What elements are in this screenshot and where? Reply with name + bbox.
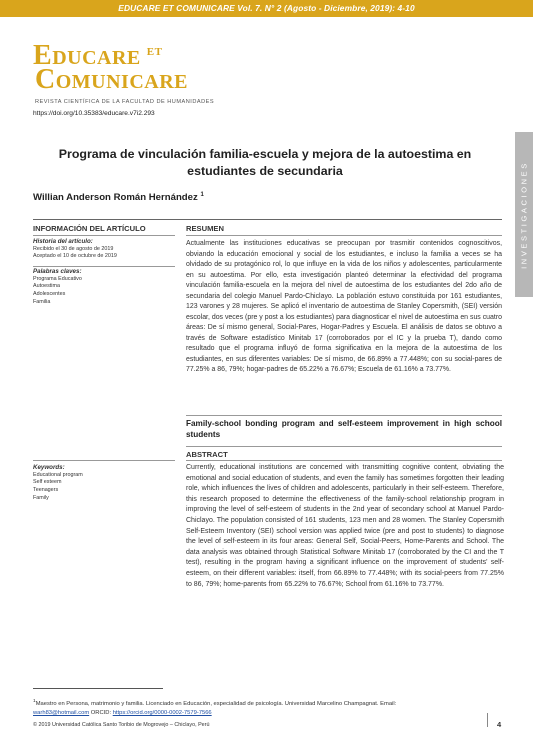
author-footnote-mark[interactable]: 1 xyxy=(200,192,204,198)
author-name: Willian Anderson Román Hernández $^1$ xyxy=(33,192,204,204)
keyword-item: Adolescentes xyxy=(33,291,66,298)
resumen-heading-rule xyxy=(186,235,502,236)
header-top-rule xyxy=(33,219,502,220)
keyword-item: Educational program xyxy=(33,471,83,478)
history-label: Historia del artículo: xyxy=(33,238,93,245)
section-side-tab xyxy=(515,132,533,297)
journal-line: EDUCARE ET COMUNICARE Vol. 7. N° 2 (Agosto - Diciembre, 2019): 4-10 xyxy=(118,3,415,13)
journal-header-bar xyxy=(0,0,533,17)
keywords-es-label: Palabras claves: xyxy=(33,268,82,275)
keyword-item: Autoestima xyxy=(33,283,60,290)
section-label: INVESTIGACIONES xyxy=(519,160,529,269)
logo-line-2: COMUNICARE xyxy=(35,64,189,95)
footnote-text: Maestro en Persona, matrimonio y familia. Licenciado en Educación, especialidad de psicología. Universidad Marcelino Champagnat. Email: xyxy=(35,700,397,707)
history-rule xyxy=(33,266,175,267)
journal-logo xyxy=(33,40,253,108)
orcid-label: ORCID: xyxy=(90,710,112,717)
keyword-item: Family xyxy=(33,494,49,501)
logo-subtitle: REVISTA CIENTÍFICA DE LA FACULTAD DE HUMANIDADES xyxy=(35,99,215,105)
author-footnote xyxy=(33,697,503,719)
accepted-date: Aceptado el 10 de octubre de 2019 xyxy=(33,253,117,260)
info-heading: INFORMACIÓN DEL ARTÍCULO xyxy=(33,224,146,233)
keyword-item: Programa Educativo xyxy=(33,275,82,282)
keywords-es xyxy=(33,268,175,307)
keywords-en xyxy=(33,464,175,503)
abstract-top-rule xyxy=(186,446,502,447)
article-title: Programa de vinculación familia-escuela y mejora de la autoestima en estudiantes de secundaria xyxy=(58,147,472,178)
author-email-link[interactable]: warh83@hotmail.com xyxy=(33,710,90,717)
keyword-item: Familia xyxy=(33,298,51,305)
resumen-text: Actualmente las instituciones educativas se preocupan por trasmitir contenidos cognoscitivos, obviando la educación emocional y social de los estudiantes, e incluso la familia a veces se ha olvidado de su protagónico rol, lo que influye en la vida de los niños y adolescentes, particularmente en su autoestima. Por ello, esta investigación planteó determinar la efectividad del programa vinculación familia-escuela en la mejora del nivel de autoestima de los estudiantes del 2do año de secundaria del colegio Manuel Pardo-Chiclayo. La población estuvo constituida por 161 estudiantes, 123 varones y 28 mujeres. Se aplicó el inventario de autoestima de Stanley Copersmith, (SEI) versión escolar, dos veces (pre y post a los estudiantes) para diagnosticar el nivel de autoestima en sus cuatro áreas: De sí mismo general, Social-Pares, Hogar-Padres y Escuela. El análisis de datos se obtuvo a través de Software estadístico Minitab 17 (corroborados por el IC y la prueba T), dando como resultado que el programa influyó de forma significativa en la mejora de la autoestima de los estudiantes, en sus diferentes variables: De sí mismo, de 66.89% a 77.448%; con su social-pares de 77.25% a 86, 79%; hogar-padres de 65.22% a 76.67%; Escuela de 61.16% a 73.77%. xyxy=(186,240,502,373)
info-heading-rule xyxy=(33,235,175,236)
doi-link[interactable]: https://doi.org/10.35383/educare.v7i2.293 xyxy=(33,110,155,117)
resumen-heading: RESUMEN xyxy=(186,224,224,233)
footer-separator xyxy=(487,713,488,727)
en-title-rule xyxy=(186,415,502,416)
article-history xyxy=(33,238,175,261)
keywords-en-top-rule xyxy=(33,460,175,461)
copyright-footer: © 2019 Universidad Católica Santo Toribio de Mogrovejo – Chiclayo, Perú xyxy=(33,722,210,728)
orcid-link[interactable]: https://orcid.org/0000-0002-7579-7566 xyxy=(112,710,212,717)
page-number: 4 xyxy=(497,720,502,729)
keyword-item: Self esteem xyxy=(33,479,62,486)
footnote-mark: 1 xyxy=(33,699,36,704)
logo-line-1: EDUCARE $^{ET}$ xyxy=(33,40,163,71)
footnote-rule xyxy=(33,688,163,689)
abstract-text: Currently, educational institutions are concerned with transmitting cognitive content, obviating the emotional and social education of students, and even the family has sometimes forgotten their leading role, which influences the lives of children and adolescents, particularly in their self-esteem. Therefore, this research proposed to determine the effectiveness of the family-school relationship program in improving the level of self-esteem of students in the 2nd year of secondary school at Manuel Pardo-Chiclayo. The population consisted of 161 students, 123 men and 28 women. The Stanley Copersmith Self-Esteem Inventory (SEI) school version was applied twice (pre and post to students) to diagnose the level of self-esteem in its four areas: General Self, Social-Peers, Home-Parents and School. The data analysis was obtained through Statistical Software Minitab 17 (corroborated by the CI and the T test), resulting in the program having a significant influence on the improvement of students' self-esteem, on their different variables: itself, from 66.89% to 77.448%; with its social-peers from 77.25% to 86, 79%; home-parents from 65.22% to 76.67%; School from 61.16% to 73.77%. xyxy=(186,464,504,588)
keywords-en-label: Keywords: xyxy=(33,464,65,471)
received-date: Recibido el 30 de agosto de 2019 xyxy=(33,245,114,252)
abstract-heading: ABSTRACT xyxy=(186,450,228,459)
keyword-item: Teenagers xyxy=(33,487,59,494)
english-title: Family-school bonding program and self-esteem improvement in high school students xyxy=(186,419,502,439)
abstract-heading-rule xyxy=(186,460,502,461)
